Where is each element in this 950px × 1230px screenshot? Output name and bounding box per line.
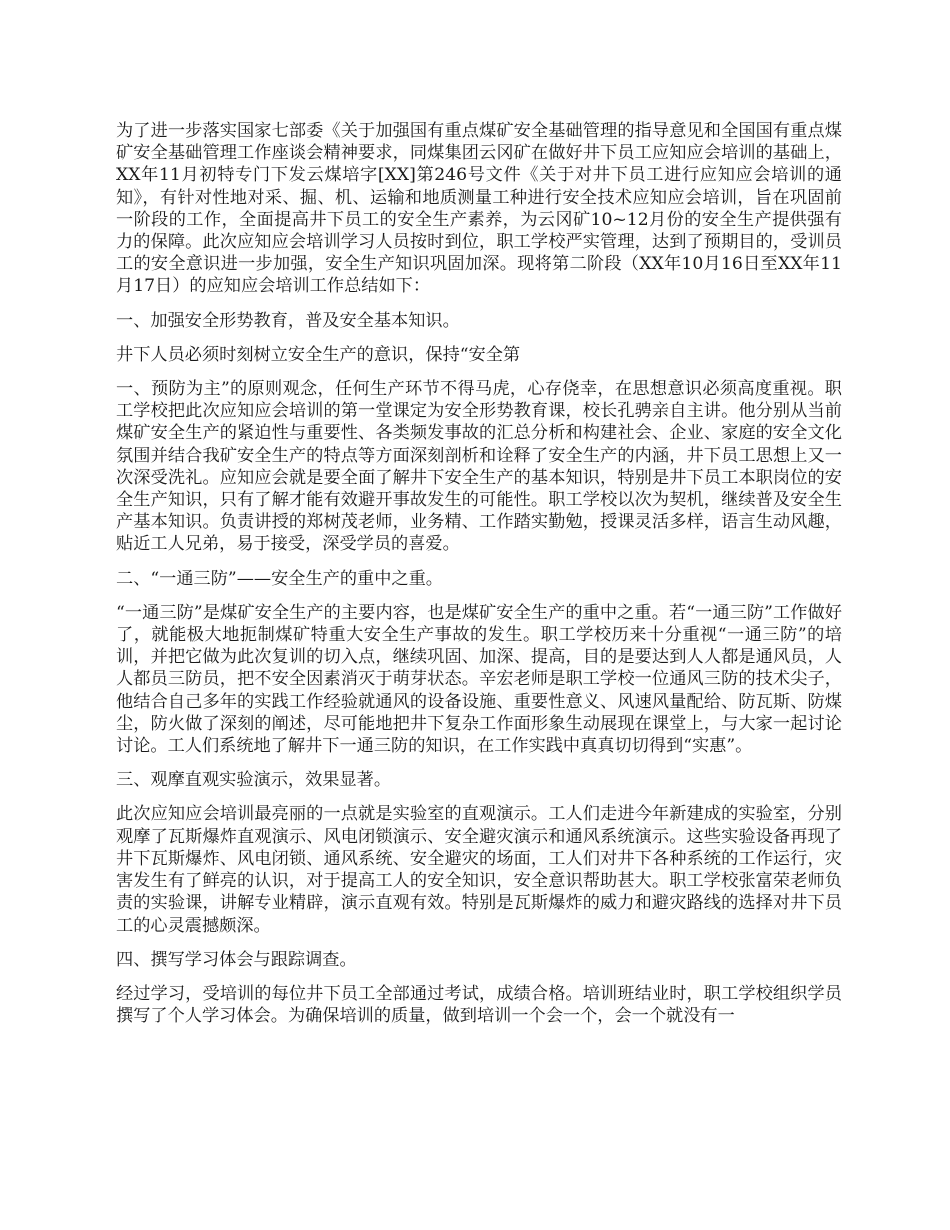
section-heading-2: 二、“一通三防”——安全生产的重中之重。 [116,568,443,589]
body-paragraph: 此次应知应会培训最亮丽的一点就是实验室的直观演示。工人们走进今年新建成的实验室，分别观摩了瓦斯爆炸直观演示、风电闭锁演示、安全避灾演示和通风系统演示。这些实验设备再现了井下瓦斯爆炸、风电闭锁、通风系统、安全避灾的场面，工人们对井下各种系统的工作运行，灾害发生有了鲜亮的认识，对于提高工人的安全知识，安全意识帮助甚大。职工学校张富荣老师负责的实验课，讲解专业精辟，演示直观有效。特别是瓦斯爆炸的威力和避灾路线的选择对井下员工的心灵震撼颇深。 [116,804,842,936]
body-paragraph: “一通三防”是煤矿安全生产的主要内容，也是煤矿安全生产的重中之重。若“一通三防”工作做好了，就能极大地扼制煤矿特重大安全生产事故的发生。职工学校历来十分重视“一通三防”的培训，并把它做为此次复训的切入点，继续巩固、加深、提高，目的是要达到人人都是通风员，人人都员三防员，把不安全因素消灭于萌芽状态。辛宏老师是职工学校一位通风三防的技术尖子，他结合自己多年的实践工作经验就通风的设备设施、重要性意义、风速风量配给、防瓦斯、防煤尘，防火做了深刻的阐述，尽可能地把井下复杂工作面形象生动展现在课堂上，与大家一起讨论讨论。工人们系统地了解井下一通三防的知识，在工作实践中真真切切得到“实惠”。 [116,602,842,757]
section-heading-1: 一、加强安全形势教育，普及安全基本知识。 [116,310,460,331]
section-heading-4: 四、撰写学习体会与跟踪调查。 [116,949,357,970]
body-paragraph: 经过学习，受培训的每位井下员工全部通过考试，成绩合格。培训班结业时，职工学校组织学员撰写了个人学习体会。为确保培训的质量，做到培训一个会一个，会一个就没有一 [116,983,842,1027]
body-paragraph: 一、预防为主”的原则观念，任何生产环节不得马虎，心存侥幸，在思想意识必须高度重视。职工学校把此次应知应会培训的第一堂课定为安全形势教育课，校长孔骋亲自主讲。他分别从当前煤矿安全生产的紧迫性与重要性、各类频发事故的汇总分析和构建社会、企业、家庭的安全文化氛围并结合我矿安全生产的特点等方面深刻剖析和诠释了安全生产的内涵，井下员工思想上又一次深受洗礼。应知应会就是要全面了解井下安全生产的基本知识，特别是井下员工本职岗位的安全生产知识，只有了解才能有效避开事故发生的可能性。职工学校以次为契机，继续普及安全生产基本知识。负责讲授的郑树茂老师，业务精、工作踏实勤勉，授课灵活多样，语言生动风趣，贴近工人兄弟，易于接受，深受学员的喜爱。 [116,379,842,555]
intro-paragraph: 为了进一步落实国家七部委《关于加强国有重点煤矿安全基础管理的指导意见和全国国有重点煤矿安全基础管理工作座谈会精神要求，同煤集团云冈矿在做好井下员工应知应会培训的基础上，XX年11月初特专门下发云煤培字[XX]第246号文件《关于对井下员工进行应知应会培训的通知》，有针对性地对采、掘、机、运输和地质测量工种进行安全技术应知应会培训，旨在巩固前一阶段的工作，全面提高井下员工的安全生产素养，为云冈矿10~12月份的安全生产提供强有力的保障。此次应知应会培训学习人员按时到位，职工学校严实管理，达到了预期目的，受训员工的安全意识进一步加强，安全生产知识巩固加深。现将第二阶段（XX年10月16日至XX年11月17日）的应知应会培训工作总结如下： [116,121,842,297]
document-body [116,120,842,1039]
body-paragraph: 井下人员必须时刻树立安全生产的意识，保持“安全第 [116,344,521,365]
section-heading-3: 三、观摩直观实验演示，效果显著。 [116,770,392,791]
